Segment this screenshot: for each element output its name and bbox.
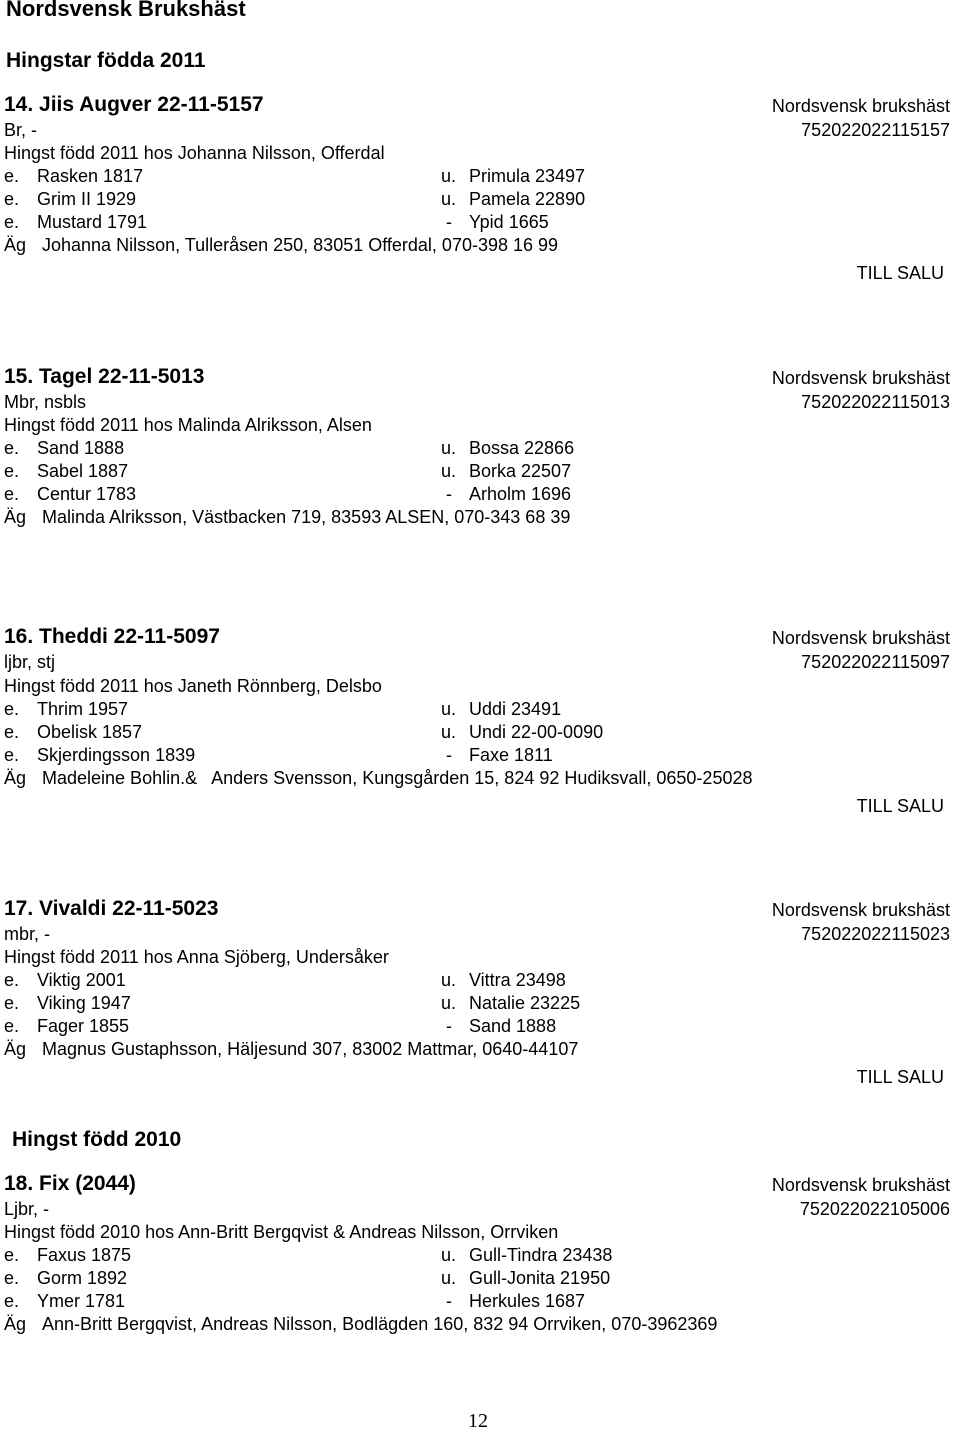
- owner-prefix: Äg: [4, 1039, 27, 1059]
- dam: Gull-Tindra 23438: [469, 1245, 613, 1265]
- sire: Ymer 1781: [37, 1291, 126, 1311]
- for-sale-label: TILL SALU: [856, 1067, 944, 1087]
- horse-heading: 18. Fix (2044): [4, 1172, 136, 1195]
- dam-prefix: u.: [441, 438, 457, 458]
- owner-prefix: Äg: [4, 507, 27, 527]
- horse-born: Hingst född 2011 hos Anna Sjöberg, Undersåker: [4, 947, 389, 967]
- section-title: Hingst född 2010: [12, 1128, 182, 1151]
- horse-color: Mbr, nsbls: [4, 392, 87, 412]
- dam-prefix: u.: [441, 699, 457, 719]
- dam: Primula 23497: [469, 166, 586, 186]
- horse-born: Hingst född 2011 hos Malinda Alriksson, Alsen: [4, 415, 372, 435]
- horse-owner: Malinda Alriksson, Västbacken 719, 83593 ALSEN, 070-343 68 39: [42, 507, 571, 527]
- page-number: 12: [468, 1410, 488, 1432]
- dam-prefix: -: [446, 1016, 452, 1036]
- sire: Rasken 1817: [37, 166, 144, 186]
- sire-prefix: e.: [4, 166, 20, 186]
- horse-color: ljbr, stj: [4, 652, 56, 672]
- horse-heading: 16. Theddi 22-11-5097: [4, 625, 220, 648]
- dam: Natalie 23225: [469, 993, 581, 1013]
- horse-owner: Johanna Nilsson, Tulleråsen 250, 83051 Offerdal, 070-398 16 99: [42, 235, 559, 255]
- sire: Sand 1888: [37, 438, 125, 458]
- sire-prefix: e.: [4, 1268, 20, 1288]
- sire-prefix: e.: [4, 1291, 20, 1311]
- horse-reg-id: 752022022115157: [801, 120, 950, 140]
- dam-prefix: u.: [441, 1245, 457, 1265]
- dam: Undi 22-00-0090: [469, 722, 604, 742]
- dam-prefix: u.: [441, 461, 457, 481]
- dam: Ypid 1665: [469, 212, 549, 232]
- sire: Gorm 1892: [37, 1268, 128, 1288]
- sire-prefix: e.: [4, 1016, 20, 1036]
- sire-prefix: e.: [4, 699, 20, 719]
- horse-reg-id: 752022022105006: [799, 1199, 950, 1219]
- sire: Mustard 1791: [37, 212, 148, 232]
- horse-born: Hingst född 2011 hos Johanna Nilsson, Offerdal: [4, 143, 385, 163]
- horse-born: Hingst född 2011 hos Janeth Rönnberg, Delsbo: [4, 676, 382, 696]
- dam-prefix: u.: [441, 970, 457, 990]
- horse-color: Br, -: [4, 120, 38, 140]
- sire-prefix: e.: [4, 484, 20, 504]
- document-title: Nordsvensk Brukshäst: [6, 0, 246, 21]
- sire: Viktig 2001: [37, 970, 126, 990]
- sire-prefix: e.: [4, 461, 20, 481]
- dam: Arholm 1696: [469, 484, 572, 504]
- sire: Sabel 1887: [37, 461, 129, 481]
- dam-prefix: -: [446, 745, 452, 765]
- sire-prefix: e.: [4, 993, 20, 1013]
- sire-prefix: e.: [4, 970, 20, 990]
- dam: Vittra 23498: [469, 970, 566, 990]
- dam: Uddi 23491: [469, 699, 562, 719]
- for-sale-label: TILL SALU: [856, 263, 944, 283]
- dam-prefix: u.: [441, 993, 457, 1013]
- sire: Fager 1855: [37, 1016, 130, 1036]
- horse-owner: Madeleine Bohlin.& Anders Svensson, Kungsgården 15, 824 92 Hudiksvall, 0650-25028: [42, 768, 753, 788]
- dam-prefix: u.: [441, 189, 457, 209]
- dam-prefix: u.: [441, 722, 457, 742]
- horse-color: Ljbr, -: [4, 1199, 50, 1219]
- horse-heading: 17. Vivaldi 22-11-5023: [4, 897, 219, 920]
- dam-prefix: u.: [441, 166, 457, 186]
- horse-reg-id: 752022022115013: [801, 392, 950, 412]
- dam: Sand 1888: [469, 1016, 557, 1036]
- owner-prefix: Äg: [4, 768, 27, 788]
- horse-heading: 14. Jiis Augver 22-11-5157: [4, 93, 264, 116]
- owner-prefix: Äg: [4, 235, 27, 255]
- dam-prefix: -: [446, 212, 452, 232]
- horse-owner: Magnus Gustaphsson, Häljesund 307, 83002 Mattmar, 0640-44107: [42, 1039, 579, 1059]
- dam: Gull-Jonita 21950: [469, 1268, 611, 1288]
- sire: Thrim 1957: [37, 699, 129, 719]
- sire-prefix: e.: [4, 722, 20, 742]
- sire-prefix: e.: [4, 1245, 20, 1265]
- horse-reg-id: 752022022115023: [801, 924, 950, 944]
- sire-prefix: e.: [4, 438, 20, 458]
- dam: Bossa 22866: [469, 438, 575, 458]
- sire: Obelisk 1857: [37, 722, 143, 742]
- sire-prefix: e.: [4, 745, 20, 765]
- horse-breed: Nordsvensk brukshäst: [771, 628, 950, 648]
- sire: Centur 1783: [37, 484, 137, 504]
- horse-reg-id: 752022022115097: [801, 652, 950, 672]
- sire: Skjerdingsson 1839: [37, 745, 196, 765]
- dam-prefix: -: [446, 1291, 452, 1311]
- sire: Faxus 1875: [37, 1245, 132, 1265]
- dam: Borka 22507: [469, 461, 572, 481]
- owner-prefix: Äg: [4, 1314, 27, 1334]
- horse-color: mbr, -: [4, 924, 51, 944]
- sire-prefix: e.: [4, 189, 20, 209]
- horse-breed: Nordsvensk brukshäst: [771, 900, 950, 920]
- horse-breed: Nordsvensk brukshäst: [771, 1175, 950, 1195]
- for-sale-label: TILL SALU: [856, 796, 944, 816]
- sire: Grim II 1929: [37, 189, 137, 209]
- sire-prefix: e.: [4, 212, 20, 232]
- horse-heading: 15. Tagel 22-11-5013: [4, 365, 205, 388]
- dam-prefix: -: [446, 484, 452, 504]
- horse-breed: Nordsvensk brukshäst: [771, 368, 950, 388]
- dam: Herkules 1687: [469, 1291, 586, 1311]
- horse-owner: Ann-Britt Bergqvist, Andreas Nilsson, Bodlägden 160, 832 94 Orrviken, 070-3962369: [42, 1314, 718, 1334]
- dam-prefix: u.: [441, 1268, 457, 1288]
- section-title: Hingstar födda 2011: [6, 49, 206, 72]
- horse-breed: Nordsvensk brukshäst: [771, 96, 950, 116]
- sire: Viking 1947: [37, 993, 131, 1013]
- horse-born: Hingst född 2010 hos Ann-Britt Bergqvist & Andreas Nilsson, Orrviken: [4, 1222, 559, 1242]
- dam: Pamela 22890: [469, 189, 586, 209]
- dam: Faxe 1811: [469, 745, 553, 765]
